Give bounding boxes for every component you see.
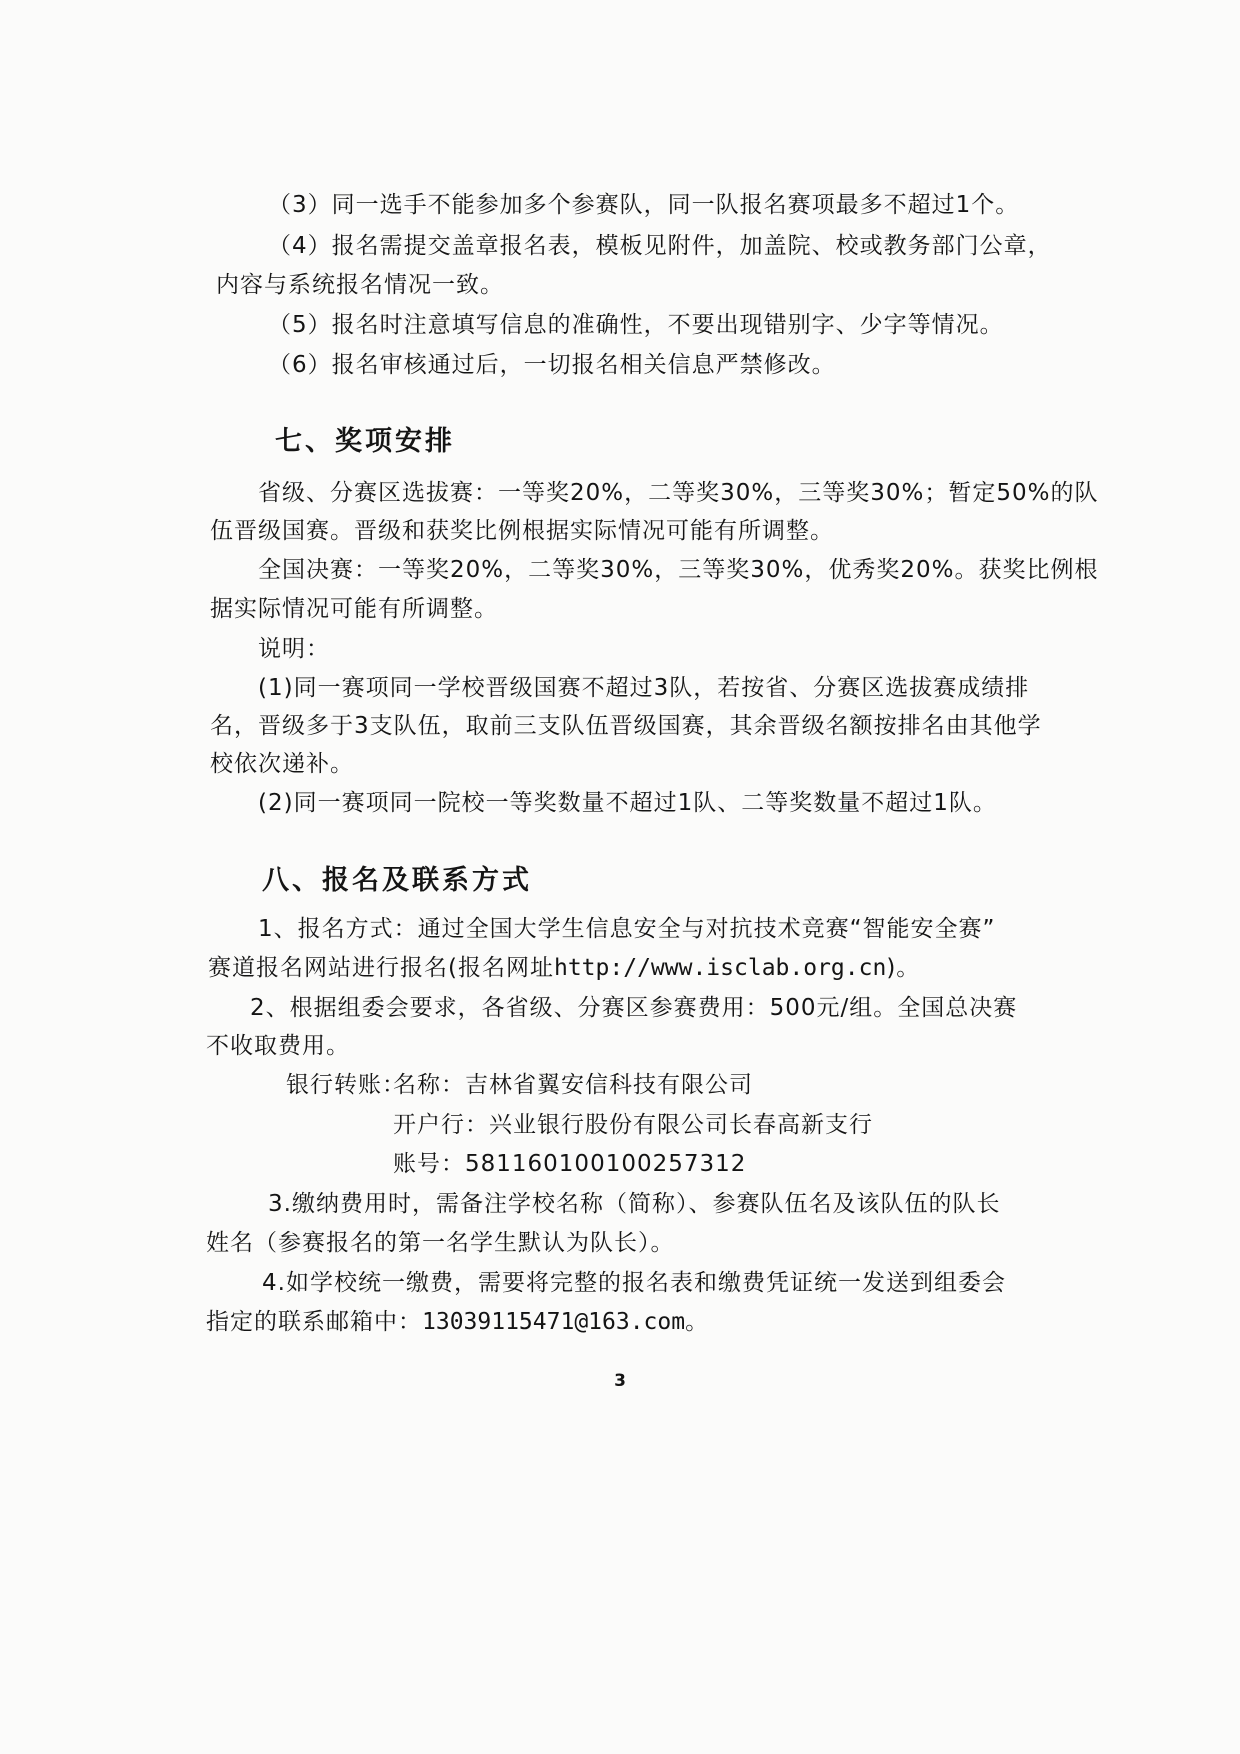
awards-national-line1: 全国决赛：一等奖20%，二等奖30%，三等奖30%，优秀奖20%。获奖比例根 [258,557,1099,583]
bank-account-name: 名称：吉林省翼安信科技有限公司 [393,1072,753,1098]
contact-item-3-line2: 姓名（参赛报名的第一名学生默认为队长）。 [206,1230,675,1256]
awards-provincial-line1: 省级、分赛区选拔赛：一等奖20%，二等奖30%，三等奖30%；暂定50%的队 [258,480,1099,506]
contact-item-1-suffix: )。 [886,955,921,981]
contact-item-3-line1: 3.缴纳费用时，需备注学校名称（简称）、参赛队伍名及该队伍的队长 [268,1191,1001,1217]
contact-item-4-line1: 4.如学校统一缴费，需要将完整的报名表和缴费凭证统一发送到组委会 [262,1270,1006,1296]
contact-item-1-line2 [208,953,920,983]
section-heading-awards: 七、奖项安排 [275,426,455,457]
registration-rule-3: （3）同一选手不能参加多个参赛队，同一队报名赛项最多不超过1个。 [268,192,1020,218]
registration-rule-5: （5）报名时注意填写信息的准确性，不要出现错别字、少字等情况。 [268,312,1004,338]
bank-transfer-label: 银行转账： [286,1072,406,1098]
awards-note-label: 说明： [258,636,330,662]
section-heading-registration-contact: 八、报名及联系方式 [262,865,532,896]
awards-note-1-line3: 校依次递补。 [210,751,354,777]
contact-item-4-line2 [206,1307,709,1337]
contact-item-1-line1: 1、报名方式：通过全国大学生信息安全与对抗技术竞赛“智能安全赛” [258,916,996,942]
awards-provincial-line2: 伍晋级国赛。晋级和获奖比例根据实际情况可能有所调整。 [210,518,834,544]
registration-url-link[interactable]: http://www.isclab.org.cn [553,955,887,981]
contact-item-4-prefix: 指定的联系邮箱中： [206,1309,422,1335]
registration-rule-4-line1: （4）报名需提交盖章报名表，模板见附件，加盖院、校或教务部门公章， [268,233,1052,259]
bank-account-number: 账号：581160100100257312 [393,1151,747,1177]
registration-rule-4-line2: 内容与系统报名情况一致。 [216,272,504,298]
bank-branch: 开户行：兴业银行股份有限公司长春高新支行 [393,1112,873,1138]
contact-item-1-prefix: 赛道报名网站进行报名(报名网址 [208,955,554,981]
contact-item-4-suffix: 。 [685,1309,710,1335]
awards-note-1-line2: 名，晋级多于3支队伍，取前三支队伍晋级国赛，其余晋级名额按排名由其他学 [210,713,1042,739]
awards-note-1-line1: (1)同一赛项同一学校晋级国赛不超过3队，若按省、分赛区选拔赛成绩排 [258,675,1030,701]
registration-rule-6: （6）报名审核通过后，一切报名相关信息严禁修改。 [268,352,836,378]
awards-note-2: (2)同一赛项同一院校一等奖数量不超过1队、二等奖数量不超过1队。 [258,790,997,816]
awards-national-line2: 据实际情况可能有所调整。 [210,596,498,622]
page-number: 3 [614,1371,626,1391]
contact-item-2-line2: 不收取费用。 [206,1033,350,1059]
contact-item-2-line1: 2、根据组委会要求，各省级、分赛区参赛费用：500元/组。全国总决赛 [250,995,1018,1021]
contact-email-link[interactable]: 13039115471@163.com [422,1309,686,1335]
